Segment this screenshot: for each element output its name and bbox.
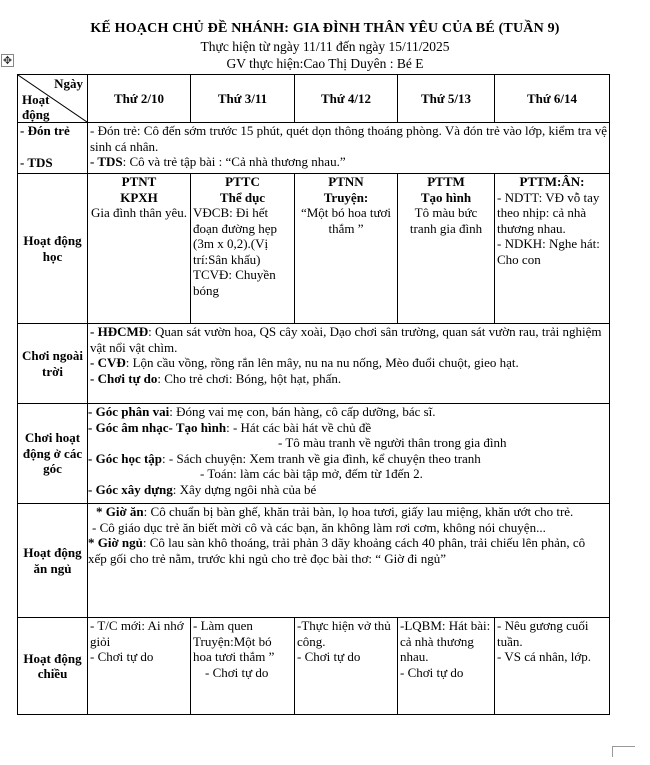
giao-duc-text: - Cô giáo dục trẻ ăn biết mời cô và các bạn, ăn không làm rơi cơm, không nói chuyện... (92, 519, 546, 535)
don-tre-content (88, 123, 610, 174)
plan-period: Thực hiện từ ngày 11/11 đến ngày 15/11/2025 (200, 39, 450, 54)
hoc-cell-wed: PTNN Truyện: “Một bó hoa tươi thắm ” (295, 174, 398, 324)
row-label-line: - TDS (20, 154, 53, 170)
plan-title: KẾ HOẠCH CHỦ ĐỀ NHÁNH: GIA ĐÌNH THÂN YÊU CỦA BÉ (TUẦN 9) (90, 21, 560, 36)
row-don-tre (18, 123, 610, 174)
row-choi-ngoai-troi (18, 324, 610, 404)
hdcmd-text: - HĐCMĐ: Quan sát vườn hoa, QS cây xoài, Dạo chơi sân trường, quan sát vườn rau, trải nghiệm vật nổi vật chìm. (90, 324, 602, 355)
day-header: Thứ 6/14 (495, 75, 610, 123)
day-header: Thứ 4/12 (295, 75, 398, 123)
goc-phan-vai: - Góc phân vai: Đóng vai mẹ con, bán hàng, cô cấp dưỡng, bác sĩ. (88, 404, 436, 419)
ctd-text: - Chơi tự do: Cho trẻ chơi: Bóng, hột hạt, phấn. (90, 370, 342, 386)
row-label: Hoạt động ăn ngủ (18, 504, 88, 618)
ngoai-troi-content (88, 324, 610, 404)
corner-label-activity: Hoạt động (22, 92, 50, 122)
chieu-cell-mon: - T/C mới: Ai nhớ giỏi - Chơi tự do (88, 618, 191, 715)
goc-content (88, 404, 610, 504)
table-move-handle-icon[interactable]: ✥ (2, 55, 13, 67)
corner-label-day: Ngày (54, 76, 83, 91)
chieu-cell-wed: -Thực hiện vở thủ công. - Chơi tự do (295, 618, 398, 715)
day-header: Thứ 3/11 (191, 75, 295, 123)
row-an-ngu (18, 504, 610, 618)
page-corner-mark (612, 746, 635, 757)
row-label: Chơi hoạt động ở các góc (18, 404, 88, 504)
don-tre-text: - Đón trẻ: Cô đến sớm trước 15 phút, quét dọn thông thoáng phòng. Và đón trẻ vào lớp, kiểm tra vệ sinh cá nhân. (90, 123, 608, 154)
gio-ngu-text: * Giờ ngủ: Cô lau sàn khô thoáng, trải phản 3 dãy khoảng cách 40 phân, trải chiếu lên phản, cô xếp gối cho trẻ nằm, trước khi ngủ cho trẻ đọc bài thơ: “ Giờ đi ngủ” (88, 535, 586, 566)
goc-am-nhac: - Góc âm nhạc- Tạo hình: - Hát các bài hát về chủ đề (88, 419, 372, 435)
plan-teacher: GV thực hiện:Cao Thị Duyên : Bé E (226, 56, 424, 71)
goc-toan: - Toán: làm các bài tập mở, đếm từ 1đến 2. (200, 466, 423, 481)
row-label (18, 123, 88, 174)
row-label: Hoạt động chiều (18, 618, 88, 715)
row-choi-goc (18, 404, 610, 504)
weekly-plan-table (17, 74, 610, 715)
hoc-cell-fri: PTTM:ÂN: - NDTT: VĐ vỗ tay theo nhịp: cả nhà thương nhau. - NDKH: Nghe hát: Cho con (495, 174, 610, 324)
row-label: Hoạt động học (18, 174, 88, 324)
chieu-cell-fri: - Nêu gương cuối tuần. - VS cá nhân, lớp. (495, 618, 610, 715)
goc-tao-hinh: - Tô màu tranh về người thân trong gia đình (278, 435, 507, 450)
table-header-row (18, 75, 610, 123)
row-label: Chơi ngoài trời (18, 324, 88, 404)
chieu-cell-tue: - Làm quen Truyện:Một bó hoa tươi thắm ” - Chơi tự do (191, 618, 295, 715)
row-label-line: - Đón trẻ (20, 123, 70, 138)
goc-xay-dung: - Góc xây dựng: Xây dựng ngôi nhà của bé (88, 481, 317, 497)
an-ngu-content (88, 504, 610, 618)
tds-text: - TDS: Cô và trẻ tập bài : “Cả nhà thương nhau.” (90, 154, 346, 169)
cvd-text: - CVĐ: Lộn cầu vồng, rồng rắn lên mây, nu na nu nống, Mèo đuổi chuột, gieo hạt. (90, 355, 519, 370)
hoc-cell-thu: PTTM Tạo hình Tô màu bức tranh gia đình (398, 174, 495, 324)
hoc-cell-mon: PTNT KPXH Gia đình thân yêu. (88, 174, 191, 324)
row-hoat-dong-hoc (18, 174, 610, 324)
day-header: Thứ 5/13 (398, 75, 495, 123)
diagonal-corner-cell (18, 75, 88, 123)
hoc-cell-tue: PTTC Thể dục VĐCB: Đi hết đoạn đường hẹp (3m x 0,2).(Vị trí:Sân khấu) TCVĐ: Chuyền bóng (191, 174, 295, 324)
chieu-cell-thu: -LQBM: Hát bài: cả nhà thương nhau. - Chơi tự do (398, 618, 495, 715)
gio-an-text: * Giờ ăn: Cô chuẩn bị bàn ghế, khăn trải bàn, lọ hoa tươi, giấy lau miệng, khăn ướt cho trẻ. (96, 504, 574, 519)
goc-hoc-tap: - Góc học tập: - Sách chuyện: Xem tranh về gia đình, kể chuyện theo tranh (88, 450, 481, 466)
row-hoat-dong-chieu (18, 618, 610, 715)
day-header: Thứ 2/10 (88, 75, 191, 123)
